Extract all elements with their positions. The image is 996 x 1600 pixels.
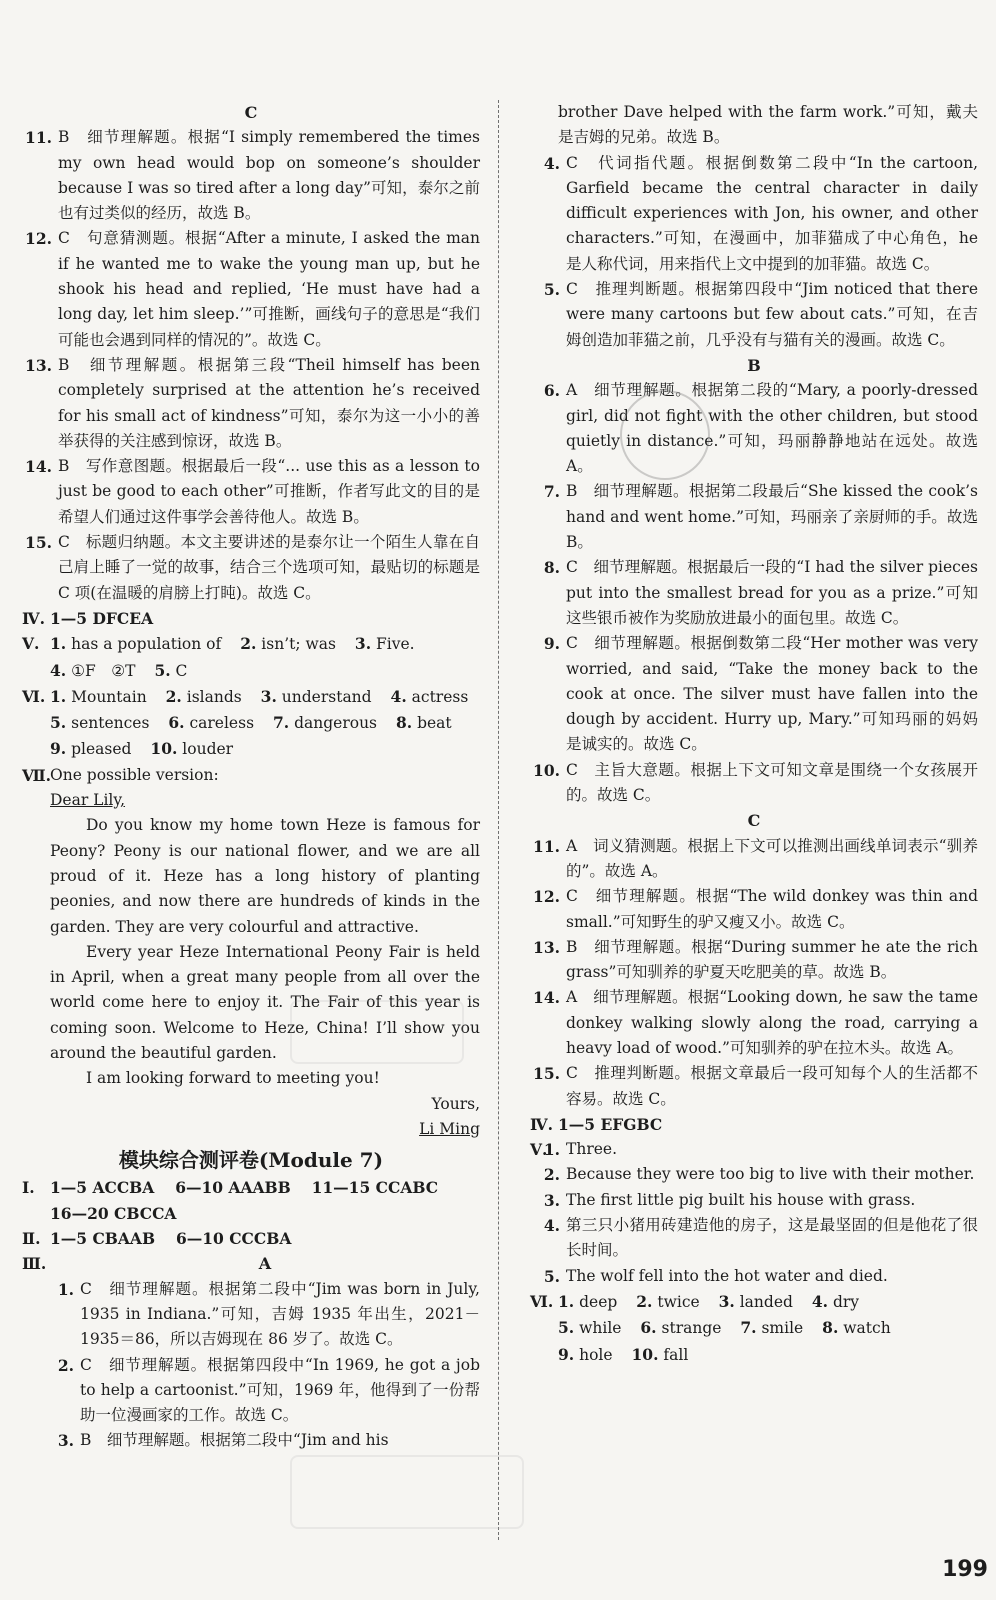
answer-item: 2. Because they were too big to live with their mother. — [543, 1165, 975, 1185]
answer-item: 8. C 细节理解题。根据最后一段的“I had the silver pieces put into the smallest bread for you as a prize.”可知这些银币被作为奖励放进最小的面包里。故选 C。 — [543, 558, 978, 627]
letter-paragraph: Every year Heze International Peony Fair is held in April, when a great many people from all over the world come here to enjoy it. The Fair of this year is coming soon. Welcome to Heze, China! I’ll show you around the beautiful garden. — [50, 942, 480, 1062]
section-a-heading: A — [258, 1254, 272, 1274]
letter-closing: Yours, — [431, 1094, 480, 1113]
page-number: 199 — [942, 1557, 988, 1582]
part-vi-line: 5. while 6. strange 7. smile 8. watch — [558, 1318, 891, 1338]
answer-item: 11. A 词义猜测题。根据上下文可以推测出画线单词表示“驯养的”。故选 A。 — [533, 836, 978, 880]
part-iv: Ⅳ. 1—5 EFGBC — [530, 1114, 663, 1134]
answer-item: 5. C 推理判断题。根据第四段中“Jim noticed that there were many cartoons but few about cats.”可知，在吉姆创造加菲猫之前，几乎没有与猫有关的漫画。故选 C。 — [543, 280, 978, 349]
answer-item: 12. C 句意猜测题。根据“After a minute, I asked the man if he wanted me to wake the young man up, but he shook his head and replied, ‘He must have had a long day, let him sleep.’”可推断，画线句子的意思是“我们可能也会遇到同样的情况的”。故选 C。 — [25, 229, 480, 349]
part-vi-line: 1. deep 2. twice 3. landed 4. dry — [558, 1291, 860, 1311]
part-iv: Ⅳ. 1—5 DFCEA — [22, 608, 154, 628]
answer-item: 13. B 细节理解题。根据第三段“Theil himself has been completely surprised at the attention he’s received for his small act of kindness”可知，泰尔为这一小小的善举获得的关注感到惊讶，故选 B。 — [25, 355, 480, 450]
answer-item: 15. C 推理判断题。根据文章最后一段可知每个人的生活都不容易。故选 C。 — [533, 1064, 978, 1108]
answer-item: 3. B 细节理解题。根据第二段中“Jim and his — [57, 1431, 389, 1451]
part-vi-line: 9. pleased 10. louder — [50, 739, 234, 759]
answer-item: 1. C 细节理解题。根据第二段中“Jim was born in July, 1935 in Indiana.”可知，吉姆 1935 年出生，2021－1935＝86，所以吉姆现在 86 岁了。故选 C。 — [57, 1279, 480, 1349]
part-vi-line: 5. sentences 6. careless 7. dangerous 8. beat — [50, 713, 452, 733]
letter-salutation: Dear Lily, — [50, 791, 126, 810]
answer-item: 11. B 细节理解题。根据“I simply remembered the times my own head would bop on someone’s shoulder because I was so tired after a long day”可知，泰尔之前也有过类似的经历，故选 B。 — [25, 128, 480, 223]
answer-item: 9. C 细节理解题。根据倒数第二段“Her mother was very worried, and said, “Take the money back to the cook at once. The silver must have fallen into the dough by accident. Hurry up, Mary.”可知玛丽的妈妈是诚实的。故选 C。 — [543, 634, 978, 754]
part-vi: Ⅵ. 1. deep 2. twice 3. landed 4. dry 5. while 6. strange 7. smile 8. watch 9. hole 10. fall — [530, 1289, 978, 1368]
right-column — [530, 100, 978, 1368]
watermark-mark — [290, 1000, 464, 1064]
answer-item: 4. C 代词指代题。根据倒数第二段中“In the cartoon, Garfield became the central character in daily difficult experiences with Jon, his owner, and other characters.”可知，在漫画中，加菲猫成了中心角色，he 是人称代词，用来指代上文中提到的加菲猫。故选 C。 — [543, 153, 978, 273]
section-b-heading: B — [747, 355, 761, 375]
part-v-line: 4. ①F ②T 5. C — [50, 660, 188, 680]
watermark-mark — [290, 1455, 524, 1529]
answer-item: 12. C 细节理解题。根据“The wild donkey was thin and small.”可知野生的驴又瘦又小。故选 C。 — [533, 887, 978, 931]
left-column — [22, 100, 480, 1454]
letter-signature: Li Ming — [419, 1119, 480, 1138]
letter-paragraph: I am looking forward to meeting you! — [86, 1069, 380, 1088]
section-c-heading: C — [244, 103, 258, 122]
letter-paragraph: Do you know my home town Heze is famous for Peony? Peony is our national flower, and we are all proud of it. Heze has a long history of planting peonies, and now there are hundreds of kinds in the garden. They are very colourful and attractive. — [50, 816, 480, 936]
section-c-heading: C — [747, 811, 761, 831]
part-v-line: 1. has a population of 2. isn’t; was 3. Five. — [50, 634, 415, 654]
module-title: 模块综合测评卷(Module 7) — [118, 1148, 384, 1173]
answer-item: 2. C 细节理解题。根据第四段中“In 1969, he got a job to help a cartoonist.”可知，1969 年，他得到了一份帮助一位漫画家的工作。故选 C。 — [57, 1355, 480, 1425]
part-iii: Ⅲ. A — [22, 1251, 480, 1276]
part-vi-line: 1. Mountain 2. islands 3. understand 4. actress — [50, 686, 469, 706]
part-i: Ⅰ. 1—5 ACCBA 6—10 AAABB 11—15 CCABC 16—20 CBCCA — [22, 1178, 439, 1223]
part-ii: Ⅱ. 1—5 CBAAB 6—10 CCCBA — [22, 1229, 292, 1249]
part-v: Ⅴ. — [530, 1140, 548, 1160]
answer-item: 3. The first little pig built his house with grass. — [543, 1190, 916, 1210]
answer-continuation: brother Dave helped with the farm work.”可知，戴夫是吉姆的兄弟。故选 B。 — [558, 103, 978, 147]
part-vi: Ⅵ. 1. Mountain 2. islands 3. understand 4. actress 5. sentences 6. careless 7. dangerous 8. beat 9. pleased 10. louder — [22, 684, 480, 763]
answer-item: 15. C 标题归纳题。本文主要讲述的是泰尔让一个陌生人靠在自己肩上睡了一觉的故事，结合三个选项可知，最贴切的标题是 C 项(在温暖的肩膀上打盹)。故选 C。 — [25, 533, 480, 602]
part-vii: Ⅶ. One possible version: — [22, 765, 219, 785]
answer-item: 10. C 主旨大意题。根据上下文可知文章是围绕一个女孩展开的。故选 C。 — [533, 760, 978, 805]
answer-item: 14. B 写作意图题。根据最后一段“... use this as a lesson to just be good to each other”可推断，作者写此文的目的是希望人们通过这件事学会善待他人。故选 B。 — [25, 457, 480, 526]
answer-item: 4. 第三只小猪用砖建造他的房子，这是最坚固的但是他花了很长时间。 — [543, 1216, 978, 1260]
answer-item: 7. B 细节理解题。根据第二段最后“She kissed the cook’s hand and went home.”可知，玛丽亲了亲厨师的手。故选 B。 — [543, 482, 978, 552]
faint-stamp-mark — [620, 390, 710, 480]
answer-item: 14. A 细节理解题。根据“Looking down, he saw the tame donkey walking slowly along the road, carrying a heavy load of wood.”可知驯养的驴在拉木头。故选 A。 — [533, 988, 978, 1057]
answer-item: 5. The wolf fell into the hot water and died. — [543, 1266, 888, 1286]
answer-item: 13. B 细节理解题。根据“During summer he ate the rich grass”可知驯养的驴夏天吃肥美的草。故选 B。 — [533, 937, 978, 982]
part-v: Ⅴ. 1. has a population of 2. isn’t; was 3. Five. 4. ①F ②T 5. C — [22, 631, 480, 684]
column-divider — [498, 100, 499, 1540]
answer-item: 1. Three. — [543, 1140, 618, 1160]
part-vi-line: 9. hole 10. fall — [558, 1344, 689, 1364]
answer-item: 6. A 细节理解题。根据第二段的“Mary, a poorly-dressed girl, did not fight with the other children, but stood quietly in distance.”可知，玛丽静静地站在远处。故选 A。 — [543, 381, 978, 476]
